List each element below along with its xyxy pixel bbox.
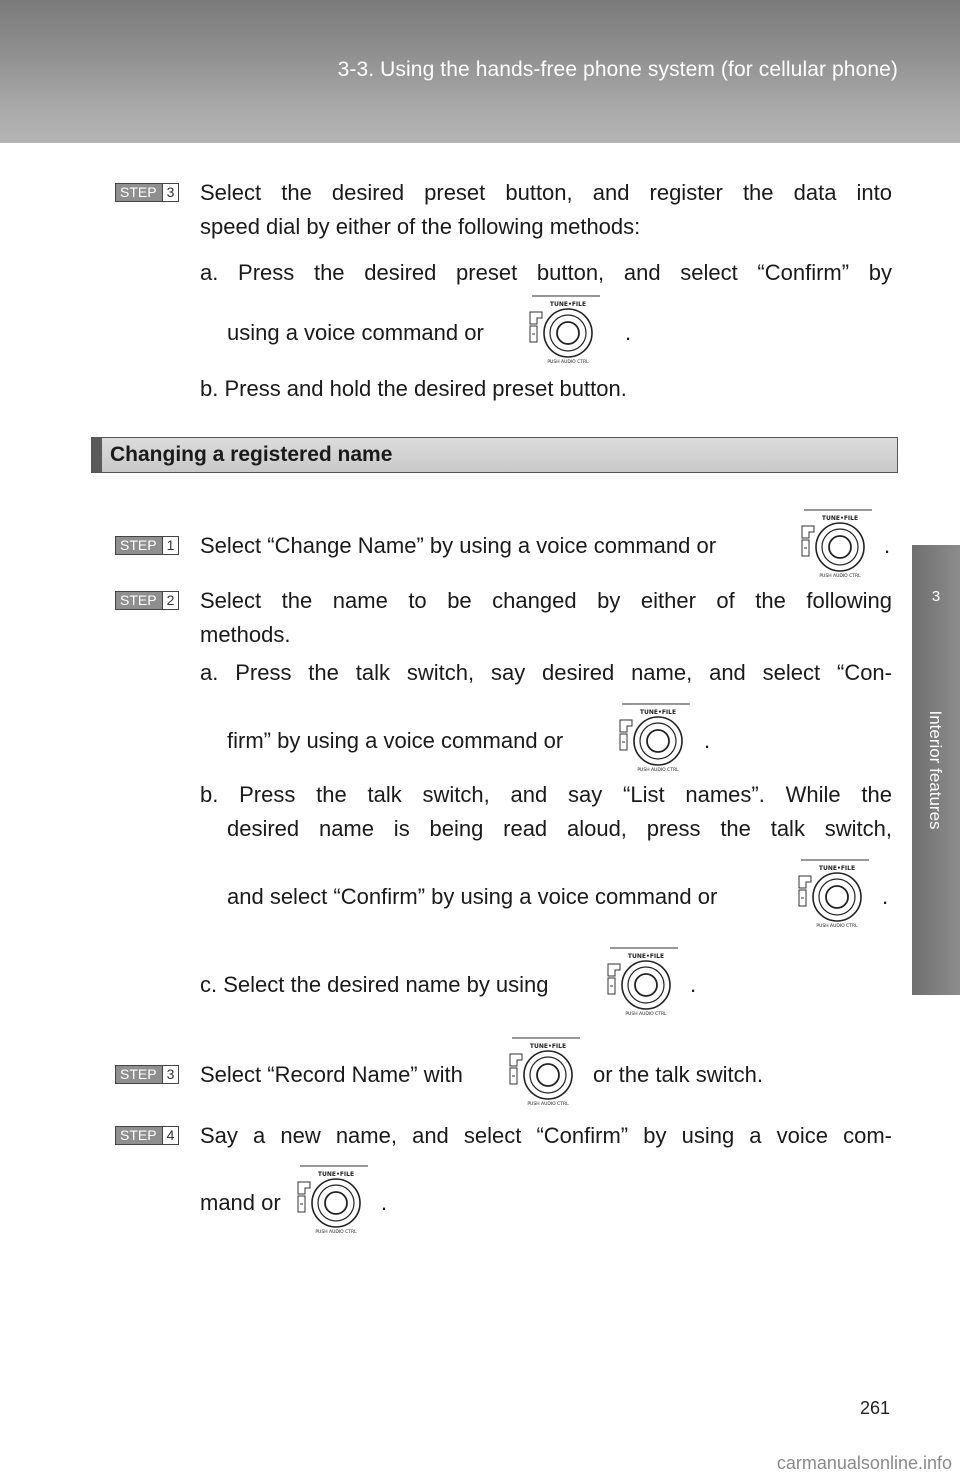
- step-number: 1: [162, 537, 179, 554]
- list-item-line: a. Press the desired preset button, and select “Confirm” by: [200, 260, 892, 285]
- list-item-line: b. Press and hold the desired preset button.: [200, 376, 627, 401]
- list-item-line: a. Press the talk switch, say desired name, and select “Con-: [200, 660, 892, 685]
- svg-text:PUSH AUDIO CTRL: PUSH AUDIO CTRL: [625, 1012, 667, 1016]
- period: .: [882, 884, 889, 909]
- step-word: STEP: [116, 1127, 162, 1144]
- svg-text:PUSH AUDIO CTRL: PUSH AUDIO CTRL: [527, 1102, 569, 1106]
- svg-text:TUNE•FILE: TUNE•FILE: [639, 709, 677, 716]
- svg-text:TUNE•FILE: TUNE•FILE: [549, 301, 587, 308]
- svg-text:TUNE•FILE: TUNE•FILE: [529, 1043, 567, 1050]
- paragraph-line: Say a new name, and select “Confirm” by using a voice com-: [200, 1123, 892, 1148]
- period: .: [884, 533, 891, 558]
- step-number: 3: [162, 1066, 179, 1083]
- tune-file-knob-icon: [618, 702, 698, 772]
- period: .: [625, 320, 632, 345]
- step-number: 2: [162, 592, 179, 609]
- svg-text:PUSH AUDIO CTRL: PUSH AUDIO CTRL: [547, 360, 589, 364]
- page-header: [0, 0, 960, 143]
- paragraph-line: Select “Record Name” with: [200, 1062, 463, 1087]
- svg-text:TUNE•FILE: TUNE•FILE: [317, 1171, 355, 1178]
- header-title: 3-3. Using the hands-free phone system (for cellular phone): [337, 58, 898, 81]
- step-word: STEP: [116, 1066, 162, 1083]
- paragraph-line: speed dial by either of the following methods:: [200, 214, 641, 239]
- step-word: STEP: [116, 592, 162, 609]
- svg-text:PUSH AUDIO CTRL: PUSH AUDIO CTRL: [816, 924, 858, 928]
- list-item-line: b. Press the talk switch, and say “List names”. While the: [200, 782, 892, 807]
- step-number: 3: [162, 184, 179, 201]
- tune-file-knob-icon: [508, 1036, 588, 1106]
- paragraph-line: or the talk switch.: [593, 1062, 763, 1087]
- period: .: [381, 1190, 388, 1215]
- paragraph-line: Select the desired preset button, and register the data into: [200, 180, 892, 205]
- watermark: carmanualsonline.info: [776, 1453, 952, 1473]
- svg-text:TUNE•FILE: TUNE•FILE: [818, 865, 856, 872]
- svg-text:PUSH AUDIO CTRL: PUSH AUDIO CTRL: [637, 768, 679, 772]
- paragraph-line: methods.: [200, 622, 291, 647]
- svg-text:TUNE•FILE: TUNE•FILE: [627, 953, 665, 960]
- step-number: 4: [162, 1127, 179, 1144]
- svg-text:PUSH AUDIO CTRL: PUSH AUDIO CTRL: [315, 1230, 357, 1234]
- page-number: 261: [860, 1398, 891, 1418]
- side-chapter-number: 3: [931, 588, 941, 605]
- list-item-line: using a voice command or: [227, 320, 484, 345]
- step-badge: [115, 183, 179, 202]
- step-badge: [115, 536, 179, 555]
- paragraph-line: mand or: [200, 1190, 281, 1215]
- paragraph-line: Select “Change Name” by using a voice command or: [200, 533, 717, 558]
- list-item-line: firm” by using a voice command or: [227, 728, 564, 753]
- list-item-line: desired name is being read aloud, press the talk switch,: [227, 816, 892, 841]
- tune-file-knob-icon: [606, 946, 686, 1016]
- step-badge: [115, 1126, 179, 1145]
- tune-file-knob-icon: [797, 858, 877, 928]
- step-badge: [115, 1065, 179, 1084]
- tune-file-knob-icon: [800, 508, 880, 578]
- period: .: [704, 728, 711, 753]
- tune-file-knob-icon: [528, 294, 608, 364]
- paragraph-line: Select the name to be changed by either of the following: [200, 588, 892, 613]
- side-chapter-label: Interior features: [926, 710, 945, 830]
- section-heading-bar: [91, 437, 898, 473]
- step-badge: [115, 591, 179, 610]
- step-word: STEP: [116, 184, 162, 201]
- svg-text:PUSH AUDIO CTRL: PUSH AUDIO CTRL: [819, 574, 861, 578]
- svg-text:TUNE•FILE: TUNE•FILE: [821, 515, 859, 522]
- step-word: STEP: [116, 537, 162, 554]
- list-item-line: c. Select the desired name by using: [200, 972, 549, 997]
- section-title: Changing a registered name: [110, 443, 393, 466]
- tune-file-knob-icon: [296, 1164, 376, 1234]
- list-item-line: and select “Confirm” by using a voice command or: [227, 884, 718, 909]
- period: .: [690, 972, 697, 997]
